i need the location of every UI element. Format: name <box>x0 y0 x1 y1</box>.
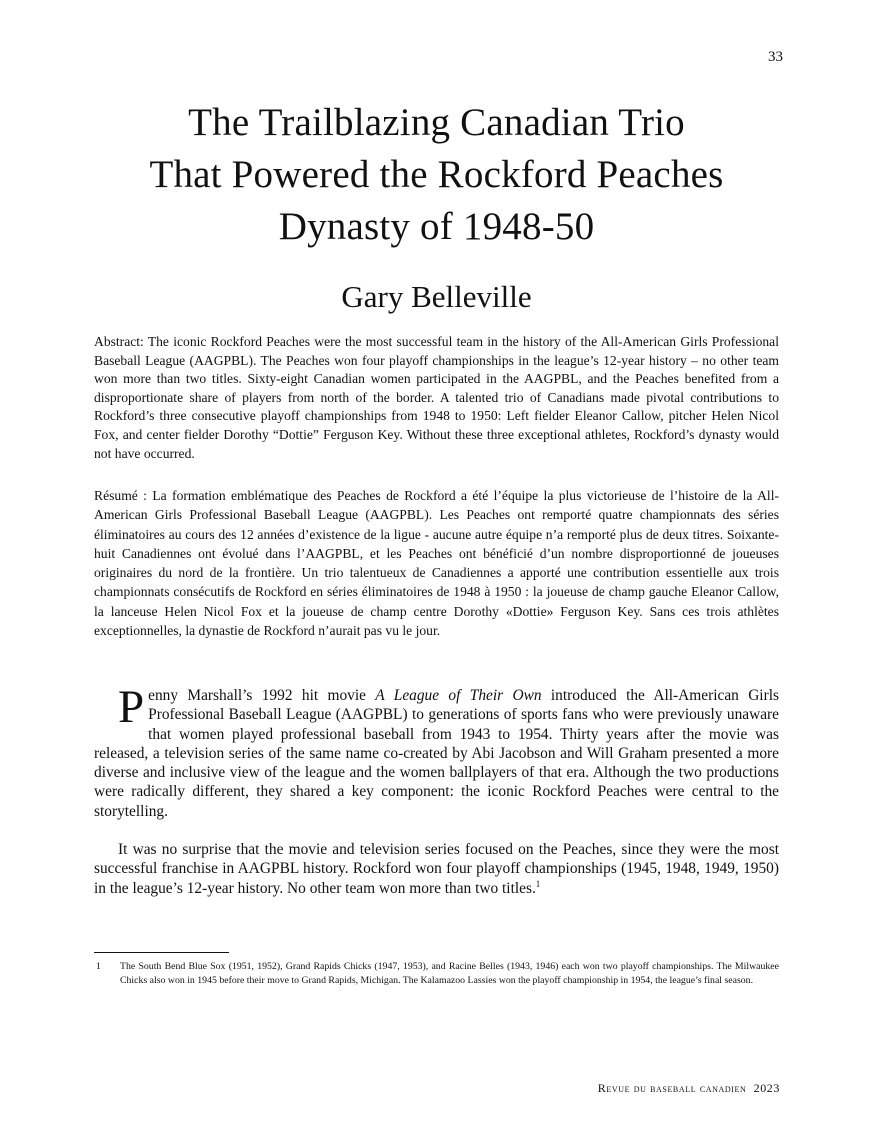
body-text: It was no surprise that the movie and television series focused on the Peaches, since they were the most successful franchise in AAGPBL history. Rockford won four playoff championships (1945, 1948, 1949, 1950) in the league’s 12-year history. No other team won more than two titles. <box>94 841 779 897</box>
body-paragraph-1 <box>94 681 779 821</box>
body-text: enny Marshall’s 1992 hit movie <box>148 687 376 704</box>
title-line: Dynasty of 1948-50 <box>278 205 595 248</box>
footnote-reference[interactable]: 1 <box>535 878 541 889</box>
page-number: 33 <box>768 49 783 65</box>
footnote-number: 1 <box>96 961 101 972</box>
title-line: That Powered the Rockford Peaches <box>149 153 724 196</box>
footnote-text: The South Bend Blue Sox (1951, 1952), Grand Rapids Chicks (1947, 1953), and Racine Belles (1943, 1946) each won two playoff championships. The Milwaukee Chicks also won in 1945 before their move to Grand Rapids, Michigan. The Kalamazoo Lassies won the playoff championship in 1954, the league’s final season. <box>120 961 779 986</box>
drop-cap: P <box>118 681 145 733</box>
footnote <box>94 960 779 988</box>
movie-title: A League of Their Own <box>375 687 542 704</box>
article-title <box>0 97 873 253</box>
body-paragraph-2 <box>94 840 779 898</box>
abstract-english: Abstract: The iconic Rockford Peaches were the most successful team in the history of the All-American Girls Professional Baseball League (AAGPBL). The Peaches won four playoff championships in the league’s 12-year history – no other team won more than two titles. Sixty-eight Canadian women participated in the AAGPBL, and the Peaches benefited from a disproportionate share of players from north of the border. A talented trio of Canadians made pivotal contributions to Rockford’s three consecutive playoff championships from 1948 to 1950: Left fielder Eleanor Callow, pitcher Helen Nicol Fox, and center fielder Dorothy “Dottie” Ferguson Key. Without these three exceptional athletes, Rockford’s dynasty would not have occurred. <box>94 334 779 461</box>
running-footer: Revue du baseball canadien 2023 <box>597 1081 780 1095</box>
title-line: The Trailblazing Canadian Trio <box>188 101 685 144</box>
body-text: introduced the All-American Girls Professional Baseball League (AAGPBL) to generations of sports fans who were previously unaware that women played professional baseball from 1943 to 1954. Thirty years after the movie was released, a television series of the same name co-created by Abi Jacobson and Will Graham presented a more diverse and inclusive view of the league and the women ballplayers of that era. Although the two productions were radically different, they shared a key component: the iconic Rockford Peaches were central to the storytelling. <box>94 687 779 820</box>
author-name: Gary Belleville <box>341 279 532 314</box>
abstract-french: Résumé : La formation emblématique des Peaches de Rockford a été l’équipe la plus victorieuse de l’histoire de la All-American Girls Professional Baseball League (AAGPBL). Les Peaches ont remporté quatre championnats des séries éliminatoires au cours des 12 années d’existence de la ligue - aucune autre équipe n’a remporté plus de deux titres. Soixante-huit Canadiennes ont évolué dans l’AAGPBL, et les Peaches ont bénéficié d’un nombre disproportionné de joueuses originaires du nord de la frontière. Un trio talentueux de Canadiennes a apporté une contribution essentielle aux trois championnats consécutifs de Rockford en séries éliminatoires de 1948 à 1950 : la joueuse de champ gauche Eleanor Callow, la lanceuse Helen Nicol Fox et la joueuse de champ centre Dorothy «Dottie» Ferguson Key. Sans ces trois athlètes exceptionnelles, la dynastie de Rockford n’aurait pas vu le jour. <box>94 488 779 639</box>
footnote-divider <box>94 952 229 953</box>
